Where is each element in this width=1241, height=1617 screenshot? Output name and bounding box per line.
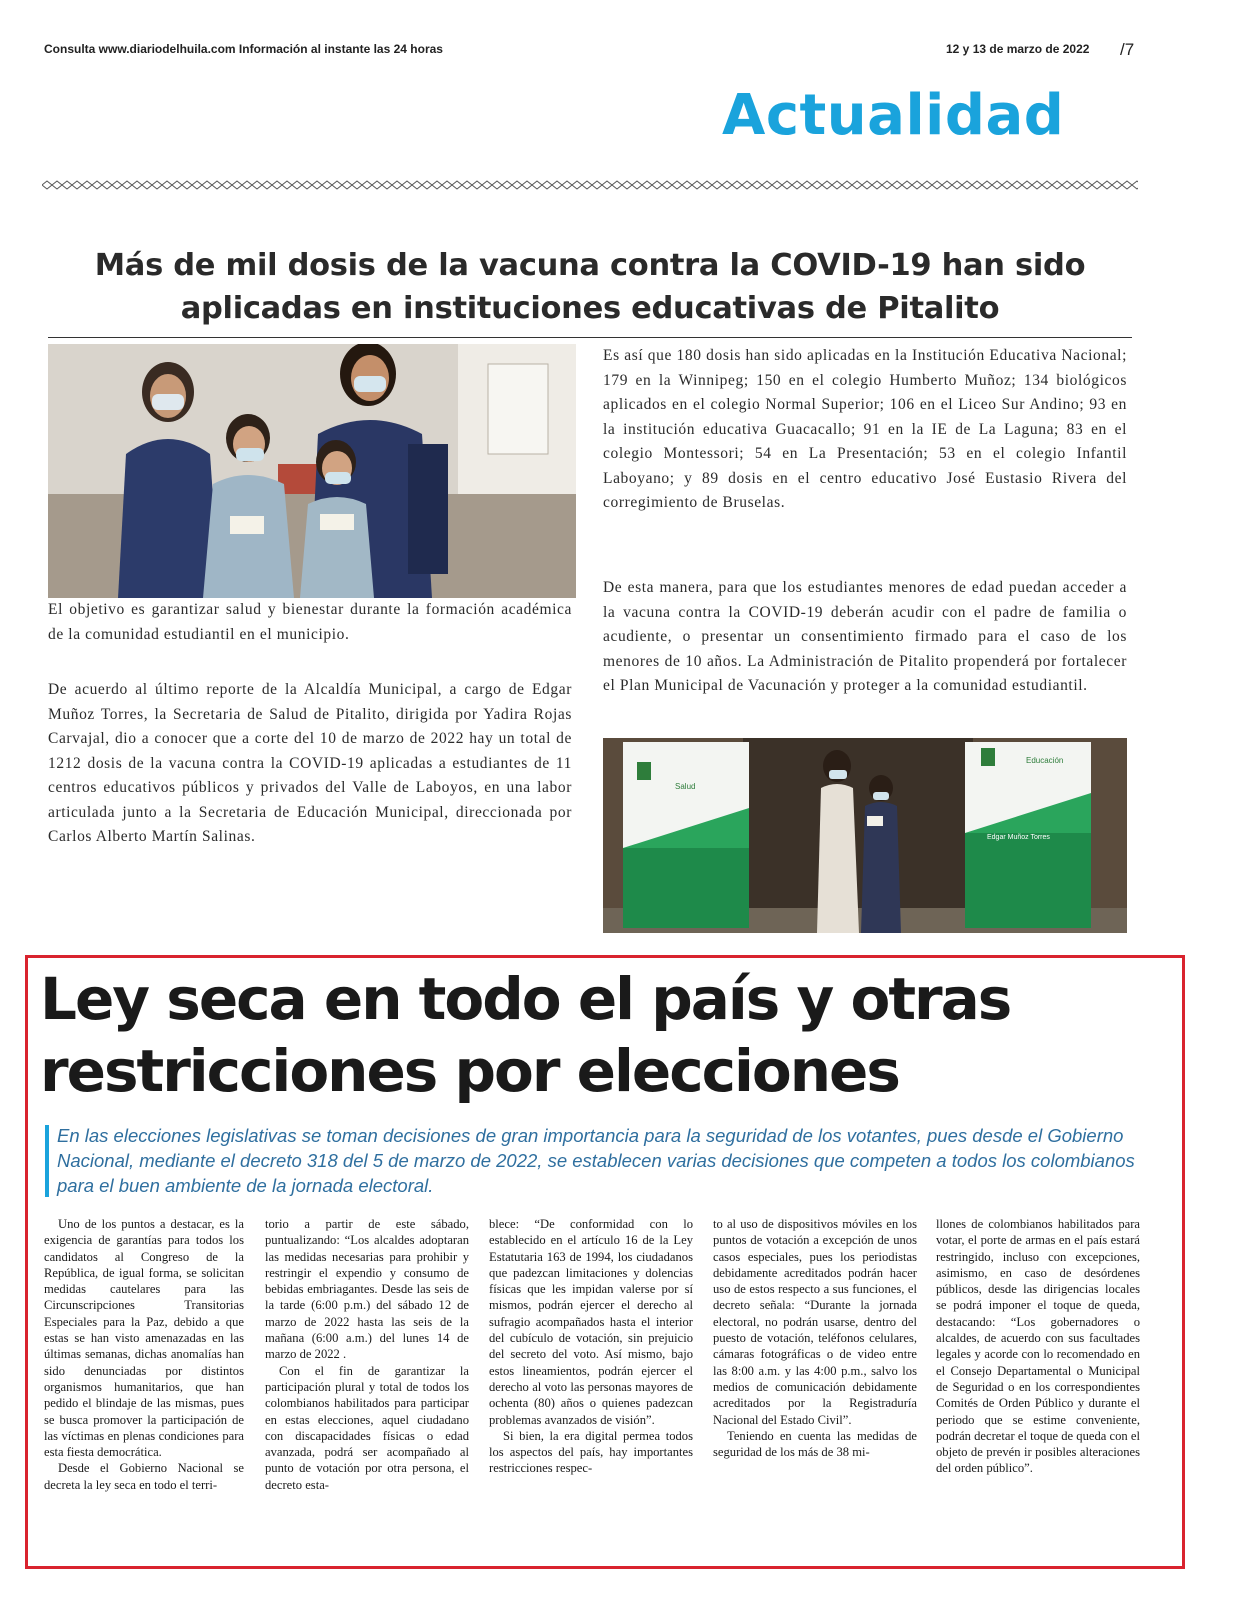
site-tagline: Consulta www.diariodelhuila.com Información al instante las 24 horas bbox=[44, 42, 443, 56]
col1-paragraph-2: Desde el Gobierno Nacional se decreta la ley seca en todo el terri- bbox=[44, 1461, 244, 1492]
article2-headline bbox=[40, 963, 1160, 1107]
col3-paragraph-1: blece: “De conformidad con lo establecido en el artículo 16 de la Ley Estatutaria 163 de 1994, los ciudadanos que padezcan limitaciones y dolencias físicas que les impidan valerse por sí mismos, podrán ejercer el derecho al sufragio acompañados hasta el interior del cubículo de votación, sin prejuicio del secreto del voto. Así mismo, bajo estos lineamientos, podrán ejercer el derecho al voto las personas mayores de ochenta (80) años o quienes padezcan problemas avanzados de visión”. bbox=[489, 1217, 693, 1427]
article1-headline-line2: aplicadas en instituciones educativas de Pitalito bbox=[180, 291, 1000, 327]
article1-right-paragraph-1: Es así que 180 dosis han sido aplicadas en la Institución Educativa Nacional; 179 en la Winnipeg; 150 en el colegio Humberto Muñoz; 134 biológicos aplicados en el colegio Normal Superior; 106 en el Liceo Sur Andino; 93 en la institución educativa Guacacallo; 91 en la IE de La Laguna; 83 en el colegio Montessori; 54 en La Presentación; 53 en el colegio Infantil Laboyano; y 89 dosis en el centro educativo José Eustasio Rivera del corregimiento de Bruselas. bbox=[603, 347, 1127, 511]
col2-paragraph-2: Con el fin de garantizar la participación plural y total de todos los colombianos habilitados para participar en estas elecciones, aquel ciudadano con discapacidades físicas o edad avanzada, podrá ser acompañado al punto de votación por otra persona, el decreto esta- bbox=[265, 1363, 469, 1492]
article1-left-paragraph: De acuerdo al último reporte de la Alcaldía Municipal, a cargo de Edgar Muñoz Torres, la Secretaria de Salud de Pitalito, dirigida por Yadira Rojas Carvajal, dio a conocer que a corte del 10 de marzo de 2022 hay un total de 1212 dosis de la vacuna contra la COVID-19 aplicadas a estudiantes de 11 centros educativos públicos y privados del Valle de Laboyos, en una labor articulada junto a la Secretaria de Educación Municipal, direccionada por Carlos Alberto Martín Salinas. bbox=[48, 681, 572, 845]
article2-headline-line1: Ley seca en todo el país y otras bbox=[40, 965, 1011, 1033]
article2-headline-line2: restricciones por elecciones bbox=[40, 1037, 899, 1105]
section-title: Actualidad bbox=[722, 83, 1065, 148]
lead-accent-bar bbox=[45, 1125, 49, 1197]
banner-right-label: Educación bbox=[1026, 756, 1064, 765]
article2-column-2 bbox=[265, 1216, 469, 1493]
article2-column-5 bbox=[936, 1216, 1140, 1477]
banner-left-label: Salud bbox=[675, 782, 696, 791]
article2-column-4 bbox=[713, 1216, 917, 1460]
col5-paragraph-1: llones de colombianos habilitados para votar, el porte de armas en el país estará restringido, incluso con excepciones, asimismo, en caso de desórdenes públicos, desde las dirigencias locales se podrá imponer el toque de queda, destacando: “Los gobernadores o alcaldes, de acuerdo con sus facultades legales y acorde con lo recomendado en el Consejo Departamental o Municipal de Seguridad o en los correspondientes Comités de Orden Público y durante el periodo que se estime conveniente, podrán decretar el toque de queda con el objeto de prevén ir posibles alteraciones del orden público”. bbox=[936, 1217, 1140, 1476]
vaccination-photo-students bbox=[48, 344, 576, 598]
headline-rule bbox=[48, 337, 1132, 338]
photo1-caption: El objetivo es garantizar salud y bienestar durante la formación académica de la comunidad estudiantil en el municipio. bbox=[48, 601, 572, 643]
zigzag-divider bbox=[42, 180, 1138, 190]
vaccination-photo-banners bbox=[603, 738, 1127, 933]
article2-lead: En las elecciones legislativas se toman decisiones de gran importancia para la seguridad de los votantes, pues desde el Gobierno Nacional, mediante el decreto 318 del 5 de marzo de 2022, se establecen varias decisiones que competen a todos los colombianos para el buen ambiente de la jornada electoral. bbox=[57, 1125, 1135, 1196]
col4-paragraph-1: to al uso de dispositivos móviles en los puntos de votación a excepción de unos casos especiales, pues los periodistas debidamente acreditados podrán hacer uso de estos respecto a sus funciones, el decreto señala: “Durante la jornada electoral, no podrán usarse, dentro del puesto de votación, teléfonos celulares, cámaras fotográficas o de video entre las 8:00 a.m. y las 4:00 p.m., salvo los medios de comunicación debidamente acreditados por la Registraduría Nacional del Estado Civil”. bbox=[713, 1217, 917, 1427]
col3-paragraph-2: Si bien, la era digital permea todos los aspectos del país, hay importantes restricciones respec- bbox=[489, 1428, 693, 1476]
col4-paragraph-2: Teniendo en cuenta las medidas de seguridad de los más de 38 mi- bbox=[713, 1428, 917, 1460]
banner-name: Edgar Muñoz Torres bbox=[987, 834, 1050, 841]
article1-headline-line1: Más de mil dosis de la vacuna contra la COVID-19 han sido bbox=[94, 248, 1086, 283]
issue-date: 12 y 13 de marzo de 2022 bbox=[946, 42, 1090, 56]
article1-right-paragraph-2: De esta manera, para que los estudiantes menores de edad puedan acceder a la vacuna contra la COVID-19 deberán acudir con el padre de familia o acudiente, o presentar un consentimiento firmado para el caso de los menores de 10 años. La Administración de Pitalito propenderá por fortalecer el Plan Municipal de Vacunación y proteger a la comunidad estudiantil. bbox=[603, 579, 1127, 694]
col1-paragraph-1: Uno de los puntos a destacar, es la exigencia de garantías para todos los candidatos al Congreso de la República, de igual forma, se solicitan medidas cautelares para las Circunscripciones Transitorias Especiales para la Paz, debido a que estas se han visto amenazadas en las últimas semanas, dichas anomalías han sido denunciadas por distintos organismos humanitarios, que han pedido el blindaje de las mismas, pues se busca promover la participación de las víctimas en plenas condiciones para esta fiesta democrática. bbox=[44, 1217, 244, 1460]
page-number: /7 bbox=[1120, 40, 1135, 59]
col2-paragraph-1: torio a partir de este sábado, puntualizando: “Los alcaldes adoptaran las medidas necesarias para prohibir y restringir el expendio y consumo de bebidas embriagantes. Desde las seis de la tarde (6:00 p.m.) del sábado 12 de marzo de 2022 hasta las seis de la mañana (6:00 a.m.) del lunes 14 de marzo de 2022 . bbox=[265, 1217, 469, 1362]
article2-column-1 bbox=[44, 1216, 244, 1493]
article2-column-3 bbox=[489, 1216, 693, 1477]
article1-headline bbox=[40, 244, 1140, 331]
